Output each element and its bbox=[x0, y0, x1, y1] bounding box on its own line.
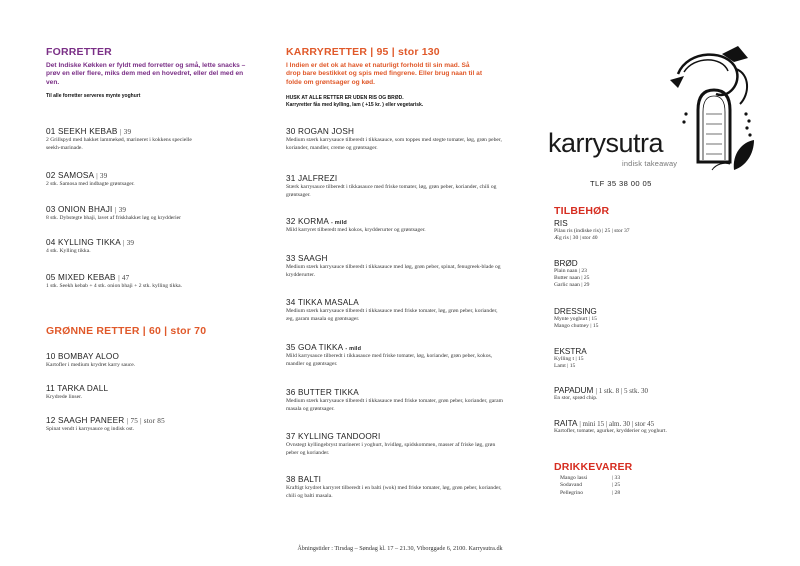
item-name: BRØD bbox=[554, 259, 578, 268]
item-price: | 47 bbox=[118, 274, 130, 282]
karryretter-title: KARRYRETTER | 95 | stor 130 bbox=[286, 46, 440, 58]
item-line: En stor, sprød chip. bbox=[554, 395, 598, 401]
tilbehor-title: TILBEHØR bbox=[554, 205, 610, 217]
menu-item bbox=[286, 254, 506, 279]
menu-item bbox=[286, 432, 506, 457]
item-name: 05 MIXED KEBAB bbox=[46, 273, 116, 282]
item-line: Kartofler, tomater, agurker, krydderier og yoghurt. bbox=[554, 428, 667, 434]
mild-label: - mild bbox=[345, 346, 362, 352]
item-desc: Stærk karrysauce tilberedt i tikkasauce med friske tomater, løg, grøn peber, koriander, chili og grøntsager. bbox=[286, 184, 497, 198]
footer-opening-hours: Åbningstider : Tirsdag – Søndag kl. 17 – 21.30, Viborggade 6, 2100. Karrysutra.dk bbox=[297, 545, 503, 552]
item-line: Æg ris | 30 | stor 40 bbox=[554, 235, 598, 242]
item-name: 33 SAAGH bbox=[286, 254, 328, 263]
menu-item bbox=[46, 127, 266, 152]
item-line: Garlic naan | 29 bbox=[554, 282, 590, 289]
item-name: RIS bbox=[554, 219, 568, 228]
item-price: | 39 bbox=[114, 206, 127, 214]
menu-item bbox=[554, 307, 754, 330]
menu-item bbox=[286, 388, 506, 413]
item-line: Kylling t | 15 bbox=[554, 356, 584, 362]
item-name: 02 SAMOSA bbox=[46, 171, 94, 180]
menu-item bbox=[554, 419, 754, 435]
drink-name: Pellegrino bbox=[560, 489, 583, 496]
drink-price: | 25 bbox=[612, 482, 621, 489]
drink-name: Sodavand bbox=[560, 482, 583, 489]
item-line: Mynte yoghurt | 15 bbox=[554, 316, 597, 322]
menu-item bbox=[46, 384, 266, 402]
drink-name: Mango lassi bbox=[560, 475, 588, 481]
drink-row bbox=[560, 490, 620, 497]
item-name: 36 BUTTER TIKKA bbox=[286, 388, 359, 397]
menu-item bbox=[286, 298, 506, 323]
item-name: PAPADUM bbox=[554, 386, 594, 395]
mild-label: - mild bbox=[331, 220, 347, 226]
drinks-list bbox=[560, 475, 620, 497]
item-desc: Kartofler i medium krydret karry sauce. bbox=[46, 362, 136, 368]
menu-item bbox=[554, 259, 754, 290]
menu-item bbox=[46, 352, 266, 370]
item-desc: Medium stærk karrysauce tilberedt i tikkasauce med friske tomater, løg, grøn peber, koriander, æg, garam masala og grøntsager. bbox=[286, 308, 498, 322]
item-line: Butter naan | 25 bbox=[554, 275, 590, 282]
phone-number: TLF 35 38 00 05 bbox=[590, 179, 652, 188]
menu-item bbox=[554, 386, 754, 402]
item-name: 30 ROGAN JOSH bbox=[286, 127, 355, 136]
item-name: 37 KYLLING TANDOORI bbox=[286, 432, 381, 441]
item-desc: Mild karryret tilberedt med kokos, krydderurter og grøntsager. bbox=[286, 227, 426, 233]
item-name: 32 KORMA bbox=[286, 217, 329, 226]
item-price: | 39 bbox=[122, 239, 135, 247]
menu-item bbox=[46, 171, 266, 189]
menu-item bbox=[46, 416, 266, 434]
menu-item bbox=[286, 174, 506, 199]
item-name: 10 BOMBAY ALOO bbox=[46, 352, 120, 361]
item-name: 04 KYLLING TIKKA bbox=[46, 238, 121, 247]
karryretter-intro: I Indien er det ok at have et naturligt forhold til sin mad. Så drop bare bestikket og spis med fingrene. Eller brug naan til at folde om grøntsager og kød. bbox=[286, 62, 483, 86]
item-price: | 75 | stor 85 bbox=[126, 417, 165, 425]
item-desc: Mild karrysauce tilberedt i tikkasauce med friske tomater, løg, koriander, grøn peber, kokos, mandler og grøntsager. bbox=[286, 353, 493, 367]
item-name: DRESSING bbox=[554, 307, 597, 316]
item-name: 01 SEEKH KEBAB bbox=[46, 127, 118, 136]
menu-item bbox=[286, 217, 506, 235]
item-desc: Medium stærk karrysauce tilberedt i tikkasauce med løg, grøn peber, spinat, fenugreek-blade og krydderurter. bbox=[286, 264, 501, 278]
item-name: 38 BALTI bbox=[286, 475, 322, 484]
menu-item bbox=[46, 273, 266, 291]
item-desc: 8 stk. Dybstegte bhaji, lavet af friskhakket løg og krydderier bbox=[46, 215, 181, 221]
item-name: 34 TIKKA MASALA bbox=[286, 298, 359, 307]
item-line: Pilau ris (indiske ris) | 25 | stor 37 bbox=[554, 228, 630, 234]
item-line: Mango chutney | 15 bbox=[554, 323, 599, 330]
item-desc: Medium stærk karrysauce tilberedt i tikkasauce med friske tomater, grøn peber, koriander, garam masala og grøntsager. bbox=[286, 398, 503, 412]
item-name: 11 TARKA DALL bbox=[46, 384, 109, 393]
menu-item bbox=[286, 343, 506, 368]
item-name: RAITA bbox=[554, 419, 578, 428]
item-desc: Kraftigt krydret karryret tilberedt i en balti (wok) med friske tomater, løg, grøn peber, koriander, chili og balti masala. bbox=[286, 485, 502, 499]
item-desc: Spinat vendt i karrysauce og indisk ost. bbox=[46, 426, 135, 432]
item-name: 35 GOA TIKKA bbox=[286, 343, 343, 352]
item-line: Lamt | 15 bbox=[554, 363, 576, 370]
karryretter-note bbox=[286, 95, 486, 108]
menu-item bbox=[286, 127, 506, 152]
menu-item bbox=[46, 238, 266, 256]
menu-item bbox=[554, 347, 754, 370]
item-price: | 39 bbox=[120, 128, 132, 136]
item-price: | 1 stk. 8 | 5 stk. 30 bbox=[595, 387, 648, 395]
item-desc: Medium stærk karrysauce tilberedt i tikkasauce, som toppes med stegte tomater, løg, grøn peber, koriander, mandler, creme og grøntsager. bbox=[286, 137, 502, 151]
item-name: EKSTRA bbox=[554, 347, 587, 356]
menu-item bbox=[46, 205, 266, 223]
item-name: 12 SAAGH PANEER bbox=[46, 416, 125, 425]
forretter-note: Til alle forretter serveres mynte yoghurt bbox=[46, 93, 141, 99]
drink-price: | 33 bbox=[612, 475, 621, 481]
menu-item bbox=[554, 219, 754, 242]
karryretter-note-2: Karryretter fås med kylling, lam ( +15 kr. ) eller vegetarisk. bbox=[286, 101, 424, 108]
item-desc: 1 stk. Seekh kebab + 4 stk. onion bhaji + 2 stk. kylling tikka. bbox=[46, 283, 183, 289]
forretter-intro: Det Indiske Køkken er fyldt med forretter og små, lette snacks – prøv en eller flere, miks dem med en hovedret, eller del med en ven. bbox=[46, 62, 246, 86]
drink-price: | 28 bbox=[612, 489, 621, 496]
item-name: 03 ONION BHAJI bbox=[46, 205, 113, 214]
menu-item bbox=[286, 475, 506, 500]
drink-row bbox=[560, 475, 620, 482]
item-desc: 2 Grillspyd med hakket lammekød, marineret i kokkens specielle seekh-marinade. bbox=[46, 137, 192, 151]
item-desc: 2 stk. Samosa med indbagte grøntsager. bbox=[46, 181, 135, 187]
drink-row bbox=[560, 482, 620, 489]
item-price: | mini 15 | alm. 30 | stor 45 bbox=[579, 420, 655, 428]
item-line: Plain naan | 23 bbox=[554, 268, 587, 274]
drikkevarer-title: DRIKKEVARER bbox=[554, 461, 633, 473]
brand-tagline: indisk takeaway bbox=[622, 159, 678, 168]
logo-illustration-icon bbox=[658, 44, 758, 174]
item-name: 31 JALFREZI bbox=[286, 174, 338, 183]
forretter-title: FORRETTER bbox=[46, 46, 112, 58]
gronne-title: GRØNNE RETTER | 60 | stor 70 bbox=[46, 325, 207, 337]
item-price: | 39 bbox=[96, 172, 108, 180]
item-desc: 4 stk. Kylling tikka. bbox=[46, 248, 91, 254]
item-desc: Krydrede linser. bbox=[46, 394, 83, 400]
item-desc: Ovnstegt kyllingebryst marineret i yoghurt, hvidløg, spidskommen, masser af friske løg, grøn peber og koriander. bbox=[286, 442, 496, 456]
karryretter-note-1: HUSK AT ALLE RETTER ER UDEN RIS OG BRØD. bbox=[286, 95, 404, 101]
brand-name: karrysutra bbox=[548, 128, 664, 158]
